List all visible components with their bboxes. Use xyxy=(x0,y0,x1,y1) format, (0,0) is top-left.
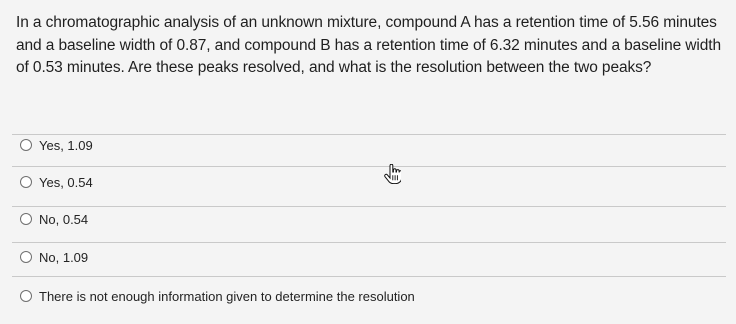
radio-unchecked-icon[interactable] xyxy=(20,213,32,225)
option-divider xyxy=(12,242,726,243)
option-yes-0-54[interactable] xyxy=(20,169,93,195)
option-divider xyxy=(12,206,726,207)
radio-unchecked-icon[interactable] xyxy=(20,139,32,151)
question-text: In a chromatographic analysis of an unknown mixture, compound A has a retention time of 5.56 minutes and a baseline width of 0.87, and compound B has a retention time of 6.32 minutes and a baseline width of 0.53 minutes. Are these peaks resolved, and what is the resolution between the two peaks? xyxy=(16,14,721,76)
option-label: There is not enough information given to determine the resolution xyxy=(39,288,415,304)
option-label: No, 0.54 xyxy=(39,211,89,227)
option-no-0-54[interactable] xyxy=(20,206,88,232)
option-not-enough-information[interactable] xyxy=(20,283,415,309)
radio-unchecked-icon[interactable] xyxy=(20,251,32,263)
option-no-1-09[interactable] xyxy=(20,244,88,270)
option-divider xyxy=(12,134,726,135)
option-label: Yes, 0.54 xyxy=(39,174,93,190)
option-label: No, 1.09 xyxy=(39,249,89,265)
option-divider xyxy=(12,276,726,277)
hand-pointer-icon xyxy=(384,164,401,184)
option-label: Yes, 1.09 xyxy=(39,137,93,153)
radio-unchecked-icon[interactable] xyxy=(20,176,32,188)
option-yes-1-09[interactable] xyxy=(20,132,93,158)
radio-unchecked-icon[interactable] xyxy=(20,290,32,302)
option-divider xyxy=(12,166,726,167)
